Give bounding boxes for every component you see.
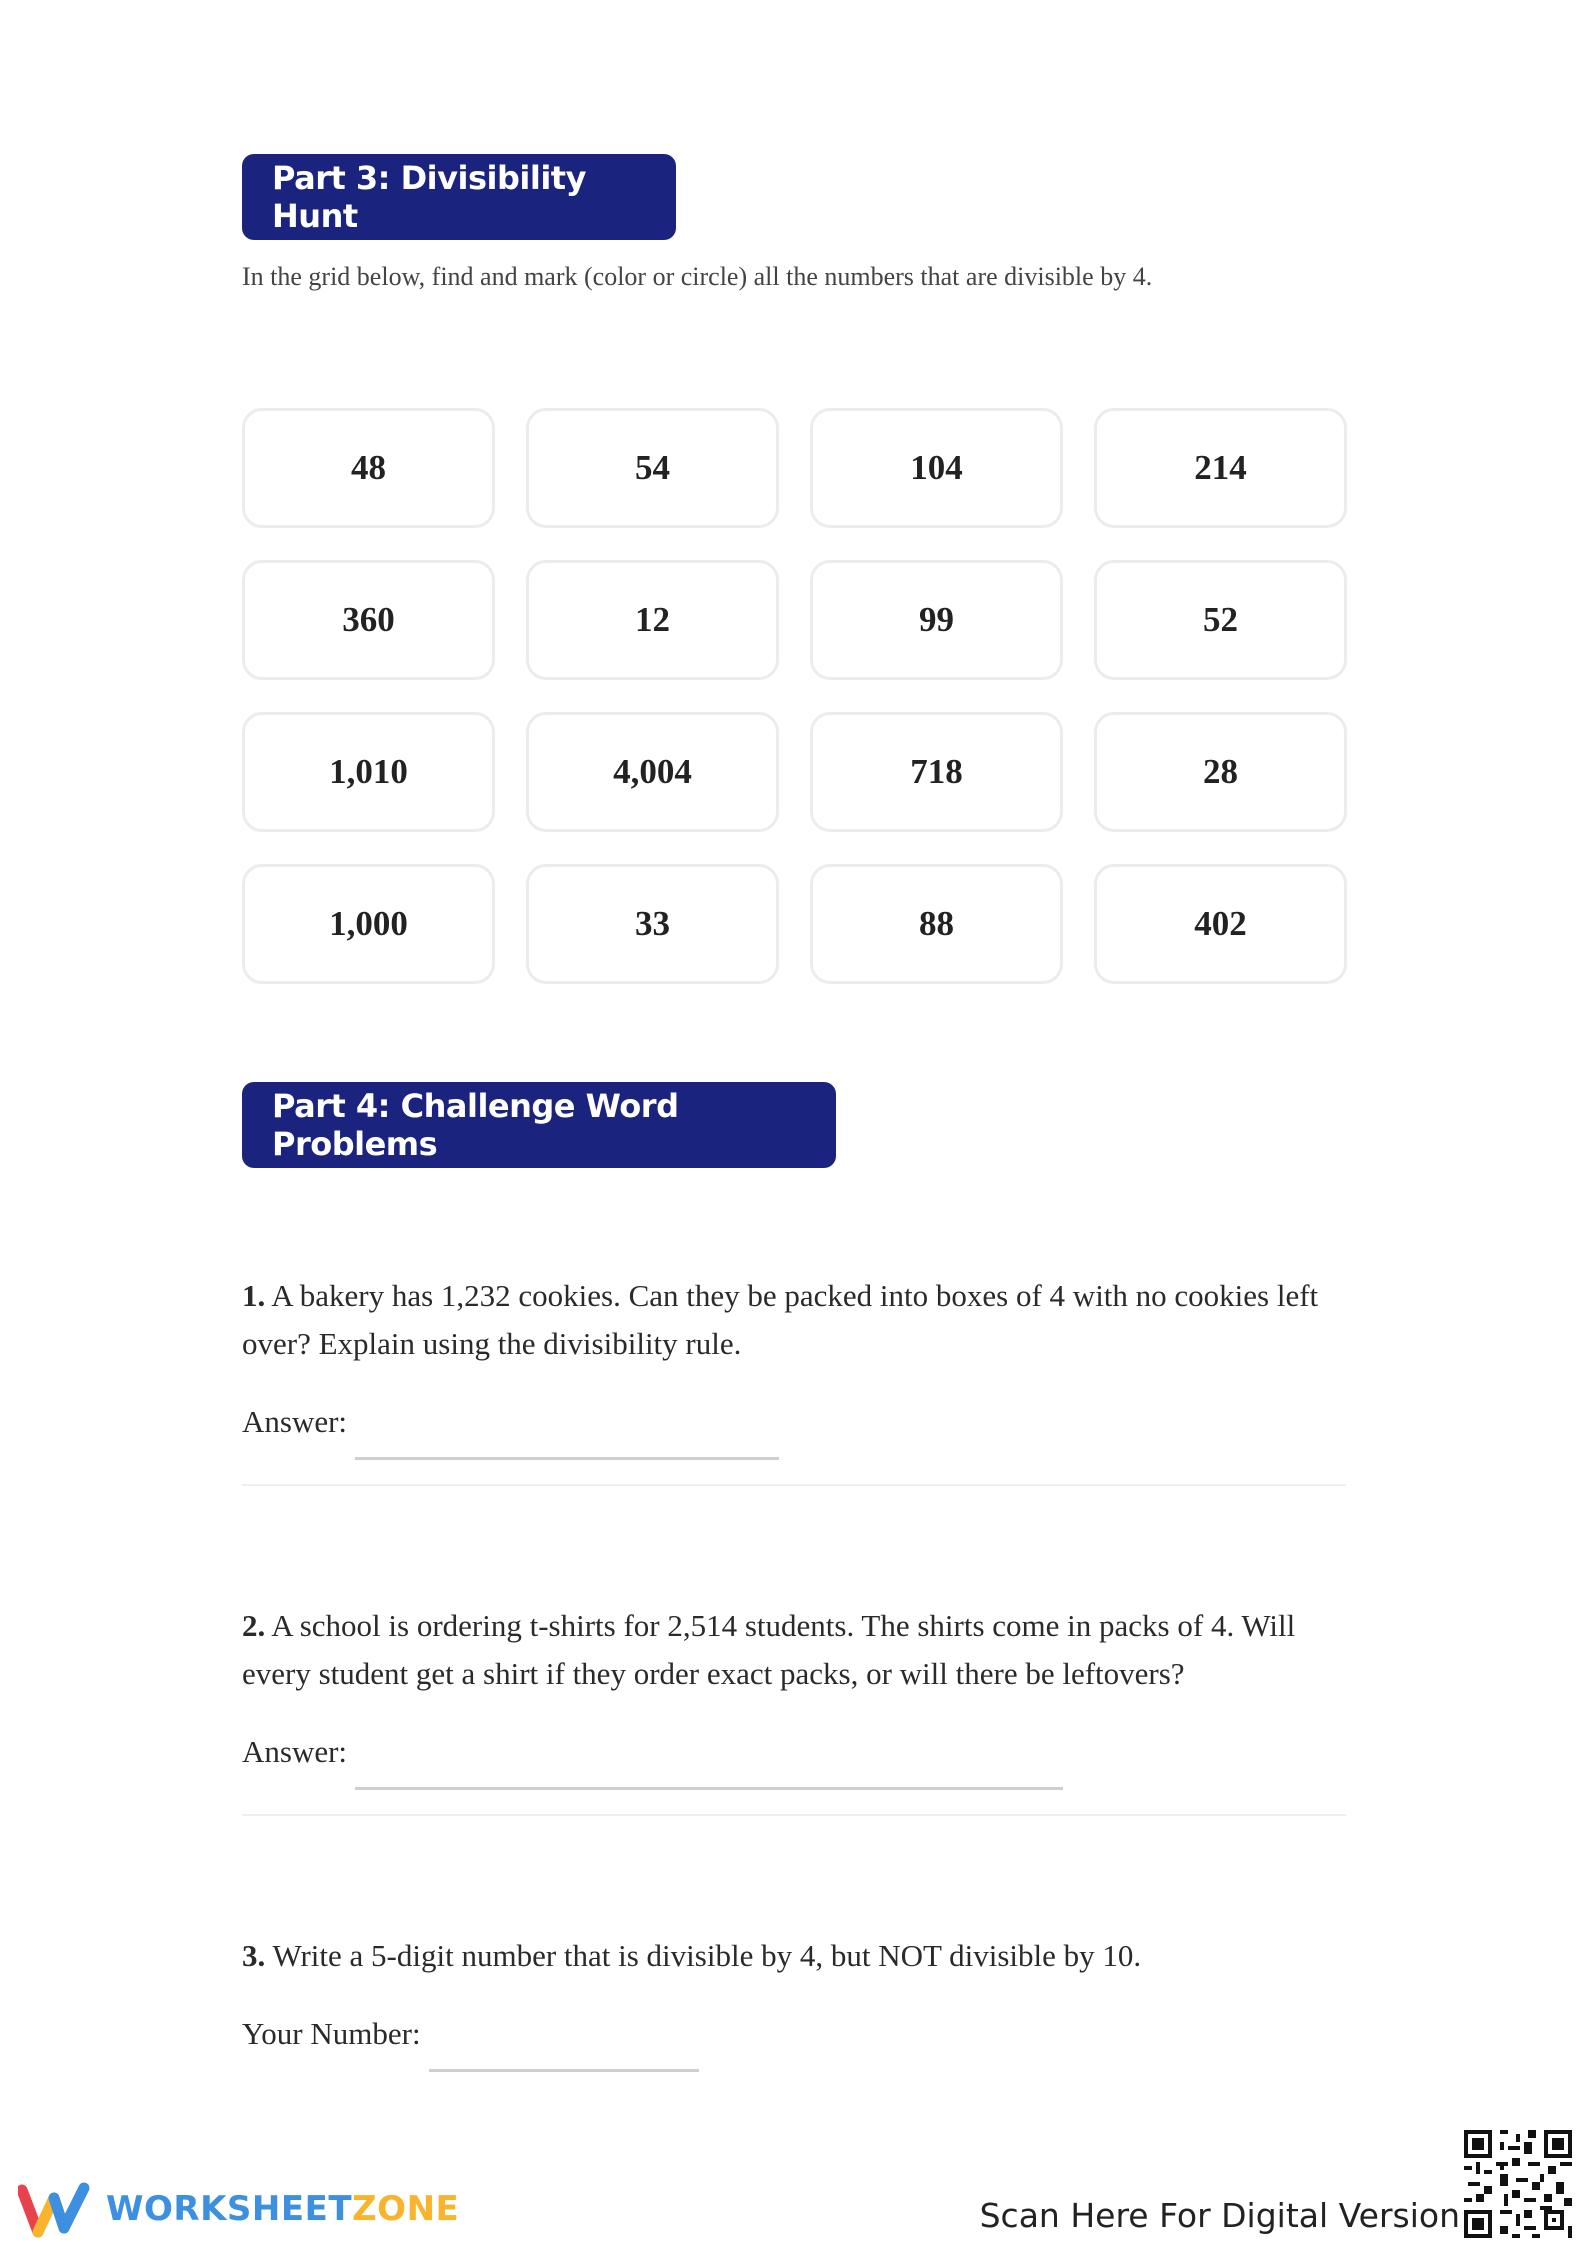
answer-line[interactable] [355,1457,779,1460]
question-1 [242,1272,1352,1368]
grid-cell[interactable]: 54 [526,408,779,528]
grid-cell[interactable]: 1,010 [242,712,495,832]
part4-title-banner [242,1082,836,1168]
answer-label: Answer: [242,1404,348,1439]
worksheetzone-logo[interactable] [18,2180,459,2238]
divider [242,1484,1346,1486]
part3-instructions: In the grid below, find and mark (color or circle) all the numbers that are divisible by 4. [242,262,1153,291]
grid-cell[interactable]: 214 [1094,408,1347,528]
part3-title: Part 3: Divisibility Hunt [272,159,586,235]
answer-label: Answer: [242,1734,348,1769]
grid-cell[interactable]: 104 [810,408,1063,528]
question-2 [242,1602,1352,1698]
answer-row-1 [242,1404,779,1440]
grid-cell[interactable]: 88 [810,864,1063,984]
number-grid [242,408,1346,984]
divider [242,1814,1346,1816]
scan-text: Scan Here For Digital Version [979,2196,1460,2235]
logo-w-icon [18,2180,92,2238]
answer-line[interactable] [355,1787,1063,1790]
grid-cell[interactable]: 52 [1094,560,1347,680]
grid-cell[interactable]: 1,000 [242,864,495,984]
question-text: A school is ordering t-shirts for 2,514 students. The shirts come in packs of 4. Will every student get a shirt if they order exact packs, or will there be leftovers? [242,1608,1296,1691]
answer-line[interactable] [429,2069,699,2072]
question-text: Write a 5-digit number that is divisible by 4, but NOT divisible by 10. [272,1938,1142,1973]
question-number: 3. [242,1938,266,1973]
grid-cell[interactable]: 718 [810,712,1063,832]
question-number: 2. [242,1608,266,1643]
grid-cell[interactable]: 402 [1094,864,1347,984]
logo-text: WORKSHEETZONE [106,2189,460,2229]
answer-row-3 [242,2016,699,2052]
question-number: 1. [242,1278,266,1313]
answer-row-2 [242,1734,1063,1770]
part4-title: Part 4: Challenge Word Problems [272,1087,679,1163]
part3-title-banner [242,154,676,240]
grid-cell[interactable]: 33 [526,864,779,984]
grid-cell[interactable]: 48 [242,408,495,528]
question-3 [242,1932,1352,1980]
grid-cell[interactable]: 28 [1094,712,1347,832]
grid-cell[interactable]: 12 [526,560,779,680]
question-text: A bakery has 1,232 cookies. Can they be packed into boxes of 4 with no cookies left over? Explain using the divisibility rule. [242,1278,1319,1361]
qr-code-icon[interactable] [1464,2130,1572,2238]
grid-cell[interactable]: 99 [810,560,1063,680]
grid-cell[interactable]: 360 [242,560,495,680]
answer-label: Your Number: [242,2016,421,2051]
grid-cell[interactable]: 4,004 [526,712,779,832]
